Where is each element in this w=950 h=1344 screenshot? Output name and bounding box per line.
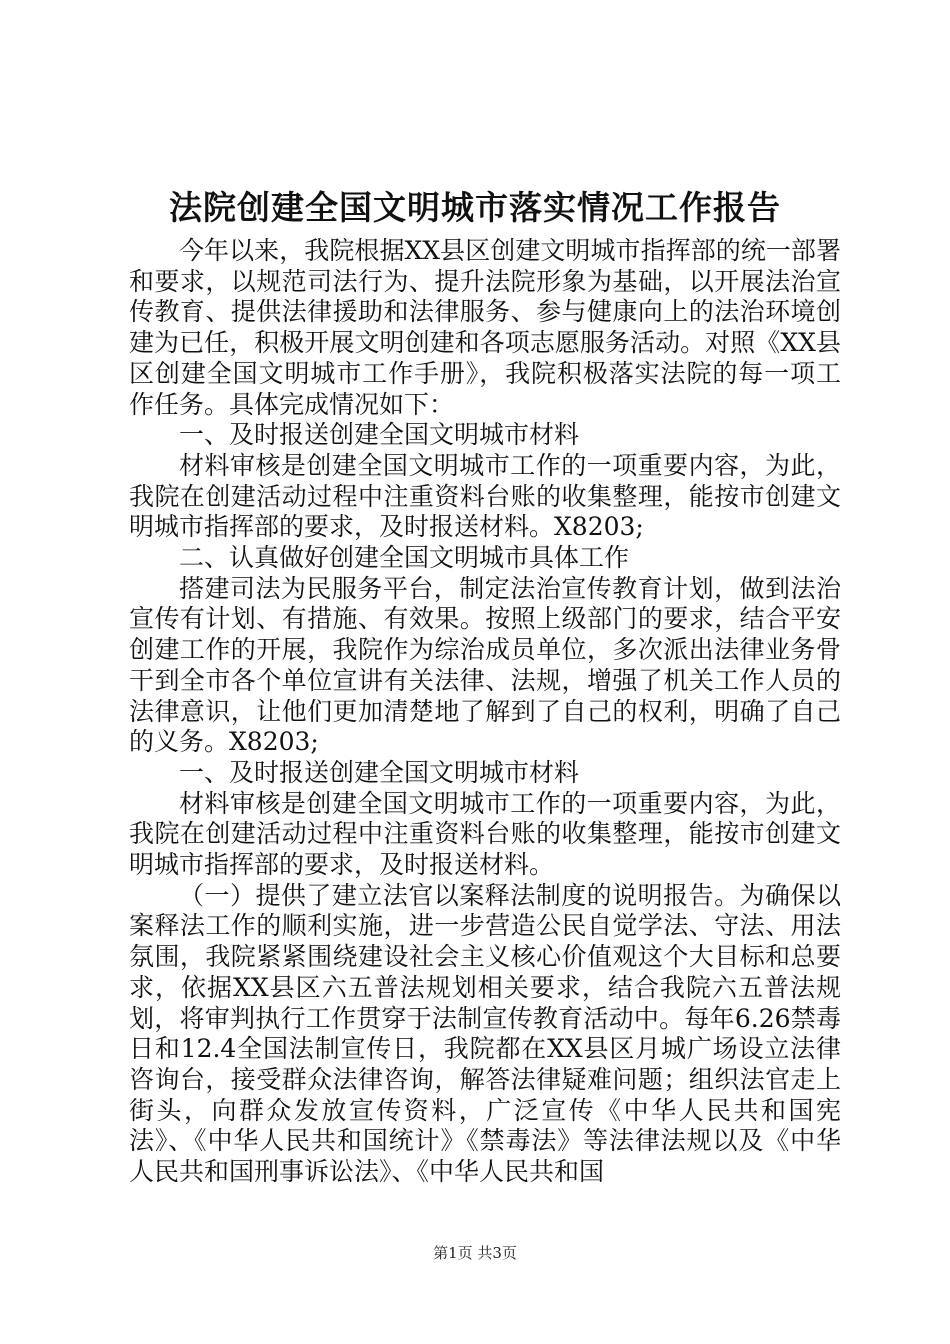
paragraph-intro: 今年以来，我院根据XX县区创建文明城市指挥部的统一部署和要求，以规范司法行为、提升法院形象为基础，以开展法治宣传教育、提供法律援助和法律服务、参与健康向上的法治环境创建为已任，积极开展文明创建和各项志愿服务活动。对照《XX县区创建全国文明城市工作手册》，我院积极落实法院的每一项工作任务。具体完成情况如下： <box>129 236 841 419</box>
page-number-footer: 第1页 共3页 <box>433 1244 517 1262</box>
section-heading-2: 二、认真做好创建全国文明城市具体工作 <box>179 543 630 573</box>
document-body <box>129 236 841 1188</box>
paragraph-section-1-repeat: 材料审核是创建全国文明城市工作的一项重要内容，为此，我院在创建活动过程中注重资料台账的收集整理，能按市创建文明城市指挥部的要求，及时报送材料。 <box>129 788 841 880</box>
paragraph-section-2: 搭建司法为民服务平台，制定法治宣传教育计划，做到法治宣传有计划、有措施、有效果。按照上级部门的要求，结合平安创建工作的开展，我院作为综治成员单位，多次派出法律业务骨干到全市各个单位宣讲有关法律、法规，增强了机关工作人员的法律意识，让他们更加清楚地了解到了自己的权利，明确了自己的义务。X8203; <box>129 573 841 757</box>
paragraph-subsection-1: （一）提供了建立法官以案释法制度的说明报告。为确保以案释法工作的顺利实施，进一步营造公民自觉学法、守法、用法氛围，我院紧紧围绕建设社会主义核心价值观这个大目标和总要求，依据XX县区六五普法规划相关要求，结合我院六五普法规划，将审判执行工作贯穿于法制宣传教育活动中。每年6.26禁毒日和12.4全国法制宣传日，我院都在XX县区月城广场设立法律咨询台，接受群众法律咨询，解答法律疑难问题；组织法官走上街头，向群众发放宣传资料，广泛宣传《中华人民共和国宪法》、《中华人民共和国统计》《禁毒法》等法律法规以及《中华人民共和国刑事诉讼法》、《中华人民共和国 <box>129 880 841 1187</box>
document-title: 法院创建全国文明城市落实情况工作报告 <box>169 188 781 227</box>
paragraph-section-1: 材料审核是创建全国文明城市工作的一项重要内容，为此，我院在创建活动过程中注重资料台账的收集整理，能按市创建文明城市指挥部的要求，及时报送材料。X8203; <box>129 450 841 542</box>
section-heading-1: 一、及时报送创建全国文明城市材料 <box>179 420 580 450</box>
section-heading-1-repeat: 一、及时报送创建全国文明城市材料 <box>179 757 580 787</box>
